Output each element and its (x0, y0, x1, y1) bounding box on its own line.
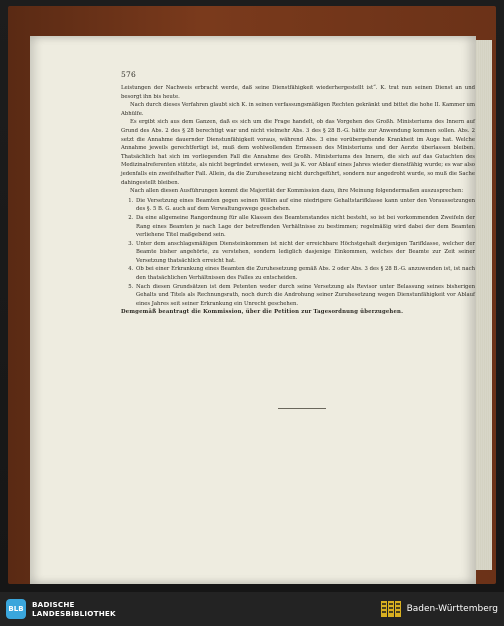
conclusion-motion: Demgemäß beantragt die Kommission, über die Petition zur Tagesordnung überzugehen. (121, 309, 404, 316)
state-emblem-icon (380, 600, 402, 618)
page-text (121, 84, 475, 317)
state-branding[interactable] (380, 600, 498, 618)
library-name-line1: BADISCHE (32, 600, 75, 609)
numbered-list (121, 197, 475, 309)
paragraph: Nach allen diesen Ausführungen kommt die Majorität der Kommission dazu, ihre Meinung folgendermaßen auszusprechen: (130, 188, 464, 195)
paragraph: Leistungen der Nachweis erbracht werde, daß seine Dienstfähigkeit wiederhergestellt ist“. K. trat nun seinen Dienst an und besorgt ihn bis heute. (121, 85, 475, 100)
state-name: Baden-Württemberg (406, 604, 498, 614)
list-item: 1. Die Versetzung eines Beamten gegen seinen Willen auf eine niedrigere Gehaltstarifklasse kann unter den Voraussetzungen des §. 5 B. G. auch auf dem Verwaltungswege geschehen. (135, 197, 475, 214)
paragraph: Nach durch dieses Verfahren glaubt sich K. in seinen verfassungsmäßigen Rechten gekränkt und bittet die hohe II. Kammer um Abhülfe. (121, 102, 475, 117)
list-item: 4. Ob bei einer Erkrankung eines Beamten die Zuruhesetzung gemäß Abs. 2 oder Abs. 3 des § 28 B.-G. anzuwenden ist, ist nach den thatsächlichen Verhältnissen des Falles zu entscheiden. (135, 265, 475, 282)
list-item: 2. Da eine allgemeine Rangordnung für alle Klassen des Beamtenstandes nicht besteht, so ist bei vorkommenden Zweifeln der Rang eines Beamten je nach Lage der betreffenden Verhältnisse zu bestimmen; regelmäßig wird dabei der dem Beamten verliehene Titel maßgebend sein. (135, 214, 475, 240)
library-name[interactable] (32, 600, 116, 618)
end-rule (278, 408, 326, 409)
page-number: 576 (121, 70, 136, 79)
paragraph: Es ergibt sich aus dem Ganzen, daß es sich um die Frage handelt, ob das Vorgehen des Großh. Ministeriums des Innern auf Grund des Abs. 2 des § 28 berechtigt war und nicht vielmehr Abs. 3 des § 28 B.-G. hätte zur Anwendung kommen sollen. Abs. 2 setzt die Annahme dauernder Dienstunfähigkeit voraus, während Abs. 3 eine vorübergehende Krankheit im Auge hat. Welche Annahme jeweils gerechtfertigt ist, muß dem wohlwollenden Ermessen des Ministeriums und der Aerzte überlassen bleiben. Thatsächlich hat sich im vorliegenden Fall die Annahme des Großh. Ministeriums des Innern, die sich auf das Gutachten des Medizinalreferenten stützte, als nicht begründet erwiesen, weil ja K. vor Ablauf eines Jahres wieder dienstfähig wurde; es war also jedenfalls ein zweifelhafter Fall. Allein, da die Zuruhesetzung nicht durchgeführt, sondern nur angedroht wurde, so muß die Sache dahingestellt bleiben. (121, 119, 475, 186)
footer-bar (0, 592, 504, 626)
list-item: 5. Nach diesen Grundsätzen ist dem Petenten weder durch seine Versetzung als Revisor unter Belassung seines bisherigen Gehalts und Titels als Rechnungsrath, noch durch die Androhung seiner Zuruhesetzung wegen Dienstunfähigkeit vor Ablauf eines Jahres seit seiner Erkrankung ein Unrecht geschehen. (135, 283, 475, 309)
list-item: 3. Unter dem anschlagsmäßigen Diensteinkommen ist nicht der erreichbare Höchstgehalt derjenigen Tarifklasse, welcher der Beamte bisher angehörte, zu verstehen, sondern lediglich dasjenige Einkommen, welches der Beamte zur Zeit seiner Versetzung thatsächlich erreicht hat. (135, 240, 475, 266)
library-name-line2: LANDESBIBLIOTHEK (32, 609, 116, 618)
blb-logo-icon[interactable]: BLB (6, 599, 26, 619)
